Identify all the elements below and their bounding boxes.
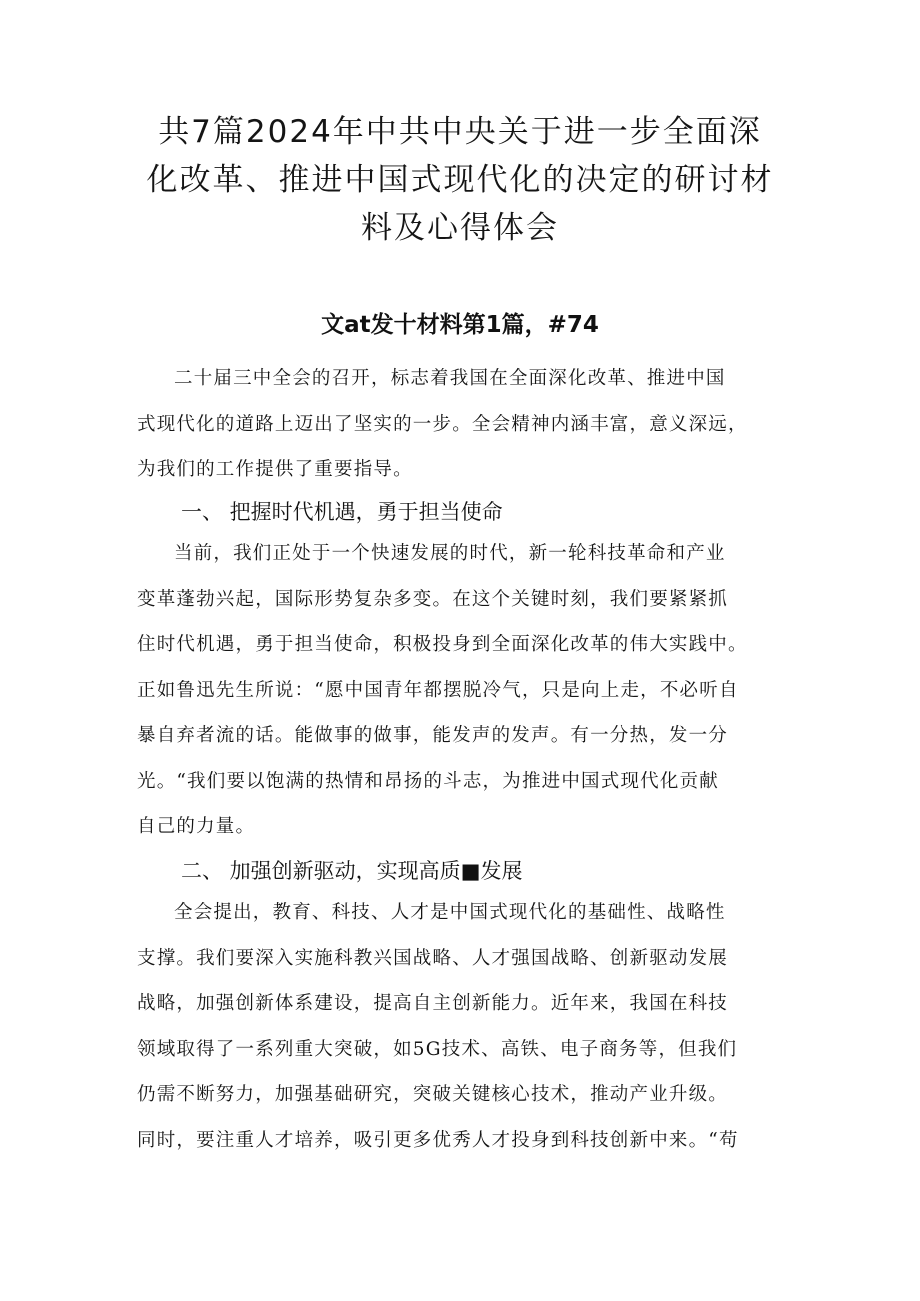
- paragraph-line: 暴自弃者流的话。能做事的做事，能发声的发声。有一分热，发一分: [137, 725, 729, 746]
- paragraph-line: 领域取得了一系列重大突破，如5G技术、高铁、电子商务等，但我们: [137, 1038, 738, 1060]
- paragraph-line: 全会提出，教育、科技、人才是中国式现代化的基础性、战略性: [174, 902, 726, 923]
- paragraph-line: 二十届三中全会的召开，标志着我国在全面深化改革、推进中国: [174, 368, 726, 389]
- paragraph-line: 当前，我们正处于一个快速发展的时代，新一轮科技革命和产业: [174, 543, 726, 564]
- paragraph-line: 同时，要注重人才培养，吸引更多优秀人才投身到科技创新中来。“苟: [137, 1129, 739, 1151]
- title-line: 共7篇2024年中共中央关于进一步全面深: [158, 114, 762, 150]
- paragraph-line: 为我们的工作提供了重要指导。: [137, 459, 413, 480]
- paragraph-line: 正如鲁迅先生所说：“愿中国青年都摆脱冷气，只是向上走，不必听自: [137, 679, 739, 701]
- section-2-paragraph: [137, 890, 787, 1163]
- paragraph-line: 光。“我们要以饱满的热情和昂扬的斗志，为推进中国式现代化贡献: [137, 770, 719, 792]
- paragraph-line: 战略，加强创新体系建设，提高自主创新能力。近年来，我国在科技: [137, 993, 729, 1014]
- paragraph-line: 支撑。我们要深入实施科教兴国战略、人才强国战略、创新驱动发展: [137, 947, 729, 969]
- title-line: 料及心得体会: [361, 210, 559, 246]
- paragraph-line: 式现代化的道路上迈出了坚实的一步。全会精神内涵丰富，意义深远，: [137, 413, 748, 435]
- document-title: [140, 108, 780, 252]
- article-subheading: 文at发十材料第1篇，#74: [321, 312, 599, 338]
- intro-paragraph: [137, 356, 787, 493]
- title-line: 化改革、推进中国式现代化的决定的研讨材: [146, 162, 774, 198]
- paragraph-line: 仍需不断努力，加强基础研究，突破关键核心技术，推动产业升级。: [137, 1084, 729, 1105]
- paragraph-line: 住时代机遇，勇于担当使命，积极投身到全面深化改革的伟大实践中。: [137, 634, 748, 655]
- paragraph-line: 变革蓬勃兴起，国际形势复杂多变。在这个关键时刻，我们要紧紧抓: [137, 588, 729, 610]
- section-1-paragraph: [137, 531, 787, 850]
- section-heading-1: 一、 把握时代机遇，勇于担当使命: [181, 500, 503, 524]
- paragraph-line: 自己的力量。: [137, 816, 256, 837]
- section-heading-2: 二、 加强创新驱动，实现高质■发展: [181, 859, 523, 883]
